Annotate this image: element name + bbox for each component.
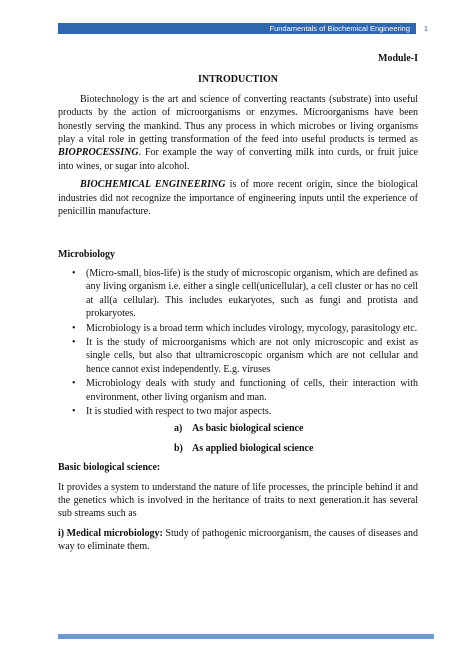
intro-text-a: Biotechnology is the art and science of converting reactants (substrate) into useful products by the action of microorganisms or enzymes. Microorganisms have been honestly serving the mankind. Thus any process in which microbes or living organisms play a vital role in getting transformation of the feed into useful products is termed as bbox=[58, 93, 418, 146]
medical-microbiology-text: Study of pathogenic microorganism, the causes of diseases and way to eliminate them. bbox=[58, 527, 418, 553]
header-bar bbox=[58, 23, 416, 34]
footer-bar bbox=[58, 634, 434, 639]
list-item: • It is the study of microorganisms which are not only microscopic and exist as single cells, but also that ultramicroscopic organism which are not cellular and hence cannot exist independently. E.g. viruses bbox=[72, 336, 418, 375]
book-title: Fundamentals of Biochemical Engineering bbox=[269, 24, 410, 33]
microbiology-bullets bbox=[58, 267, 418, 418]
section-heading-microbiology: Microbiology bbox=[58, 249, 116, 261]
list-item: • (Micro-small, bios-life) is the study of microscopic organism, which are defined as any living organism i.e. either a single cell(unicellular), a cell cluster or has no cell at all(a cellular). This includes eukaryotes, such as fungi and protista and prokaryotes. bbox=[72, 267, 418, 320]
list-item: • It is studied with respect to two major aspects. bbox=[72, 405, 272, 417]
bullet-icon: • bbox=[72, 322, 76, 334]
bullet-icon: • bbox=[72, 336, 76, 348]
biochem-paragraph bbox=[58, 178, 418, 218]
aspect-item: b) As applied biological science bbox=[174, 442, 314, 454]
medical-microbiology-label: i) Medical microbiology: bbox=[58, 527, 163, 539]
subheading-basic-biological-science: Basic biological science: bbox=[58, 462, 161, 474]
page-content bbox=[58, 52, 418, 554]
module-label: Module-I bbox=[378, 53, 418, 64]
page-number: 1 bbox=[418, 23, 434, 34]
aspect-item: a) As basic biological science bbox=[174, 423, 304, 435]
aspects-list bbox=[58, 422, 418, 455]
medical-microbiology-paragraph bbox=[58, 527, 418, 554]
basic-science-paragraph: It provides a system to understand the nature of life processes, the principle behind it and the genetics which is involved in the heritance of traits to next generation.it has several sub streams such as bbox=[58, 481, 418, 520]
biochem-text: is of more recent origin, since the biological industries did not recognize the importance of engineering inputs until the experience of penicillin manufacture. bbox=[58, 179, 418, 218]
biochem-term: BIOCHEMICAL ENGINEERING bbox=[80, 179, 226, 191]
bullet-icon: • bbox=[72, 378, 76, 390]
page-title: INTRODUCTION bbox=[197, 74, 278, 86]
list-item: • Microbiology is a broad term which includes virology, mycology, parasitology etc. bbox=[72, 322, 418, 334]
bioprocessing-term: BIOPROCESSING bbox=[58, 147, 139, 159]
bullet-icon: • bbox=[72, 405, 76, 417]
intro-text-b: . For example the way of converting milk into curds, or fruit juice into wines, or sugar into alcohol. bbox=[58, 147, 418, 172]
intro-paragraph bbox=[58, 93, 418, 173]
bullet-icon: • bbox=[72, 267, 76, 279]
list-item: • Microbiology deals with study and functioning of cells, their interaction with environment, other living organism and man. bbox=[72, 378, 418, 403]
